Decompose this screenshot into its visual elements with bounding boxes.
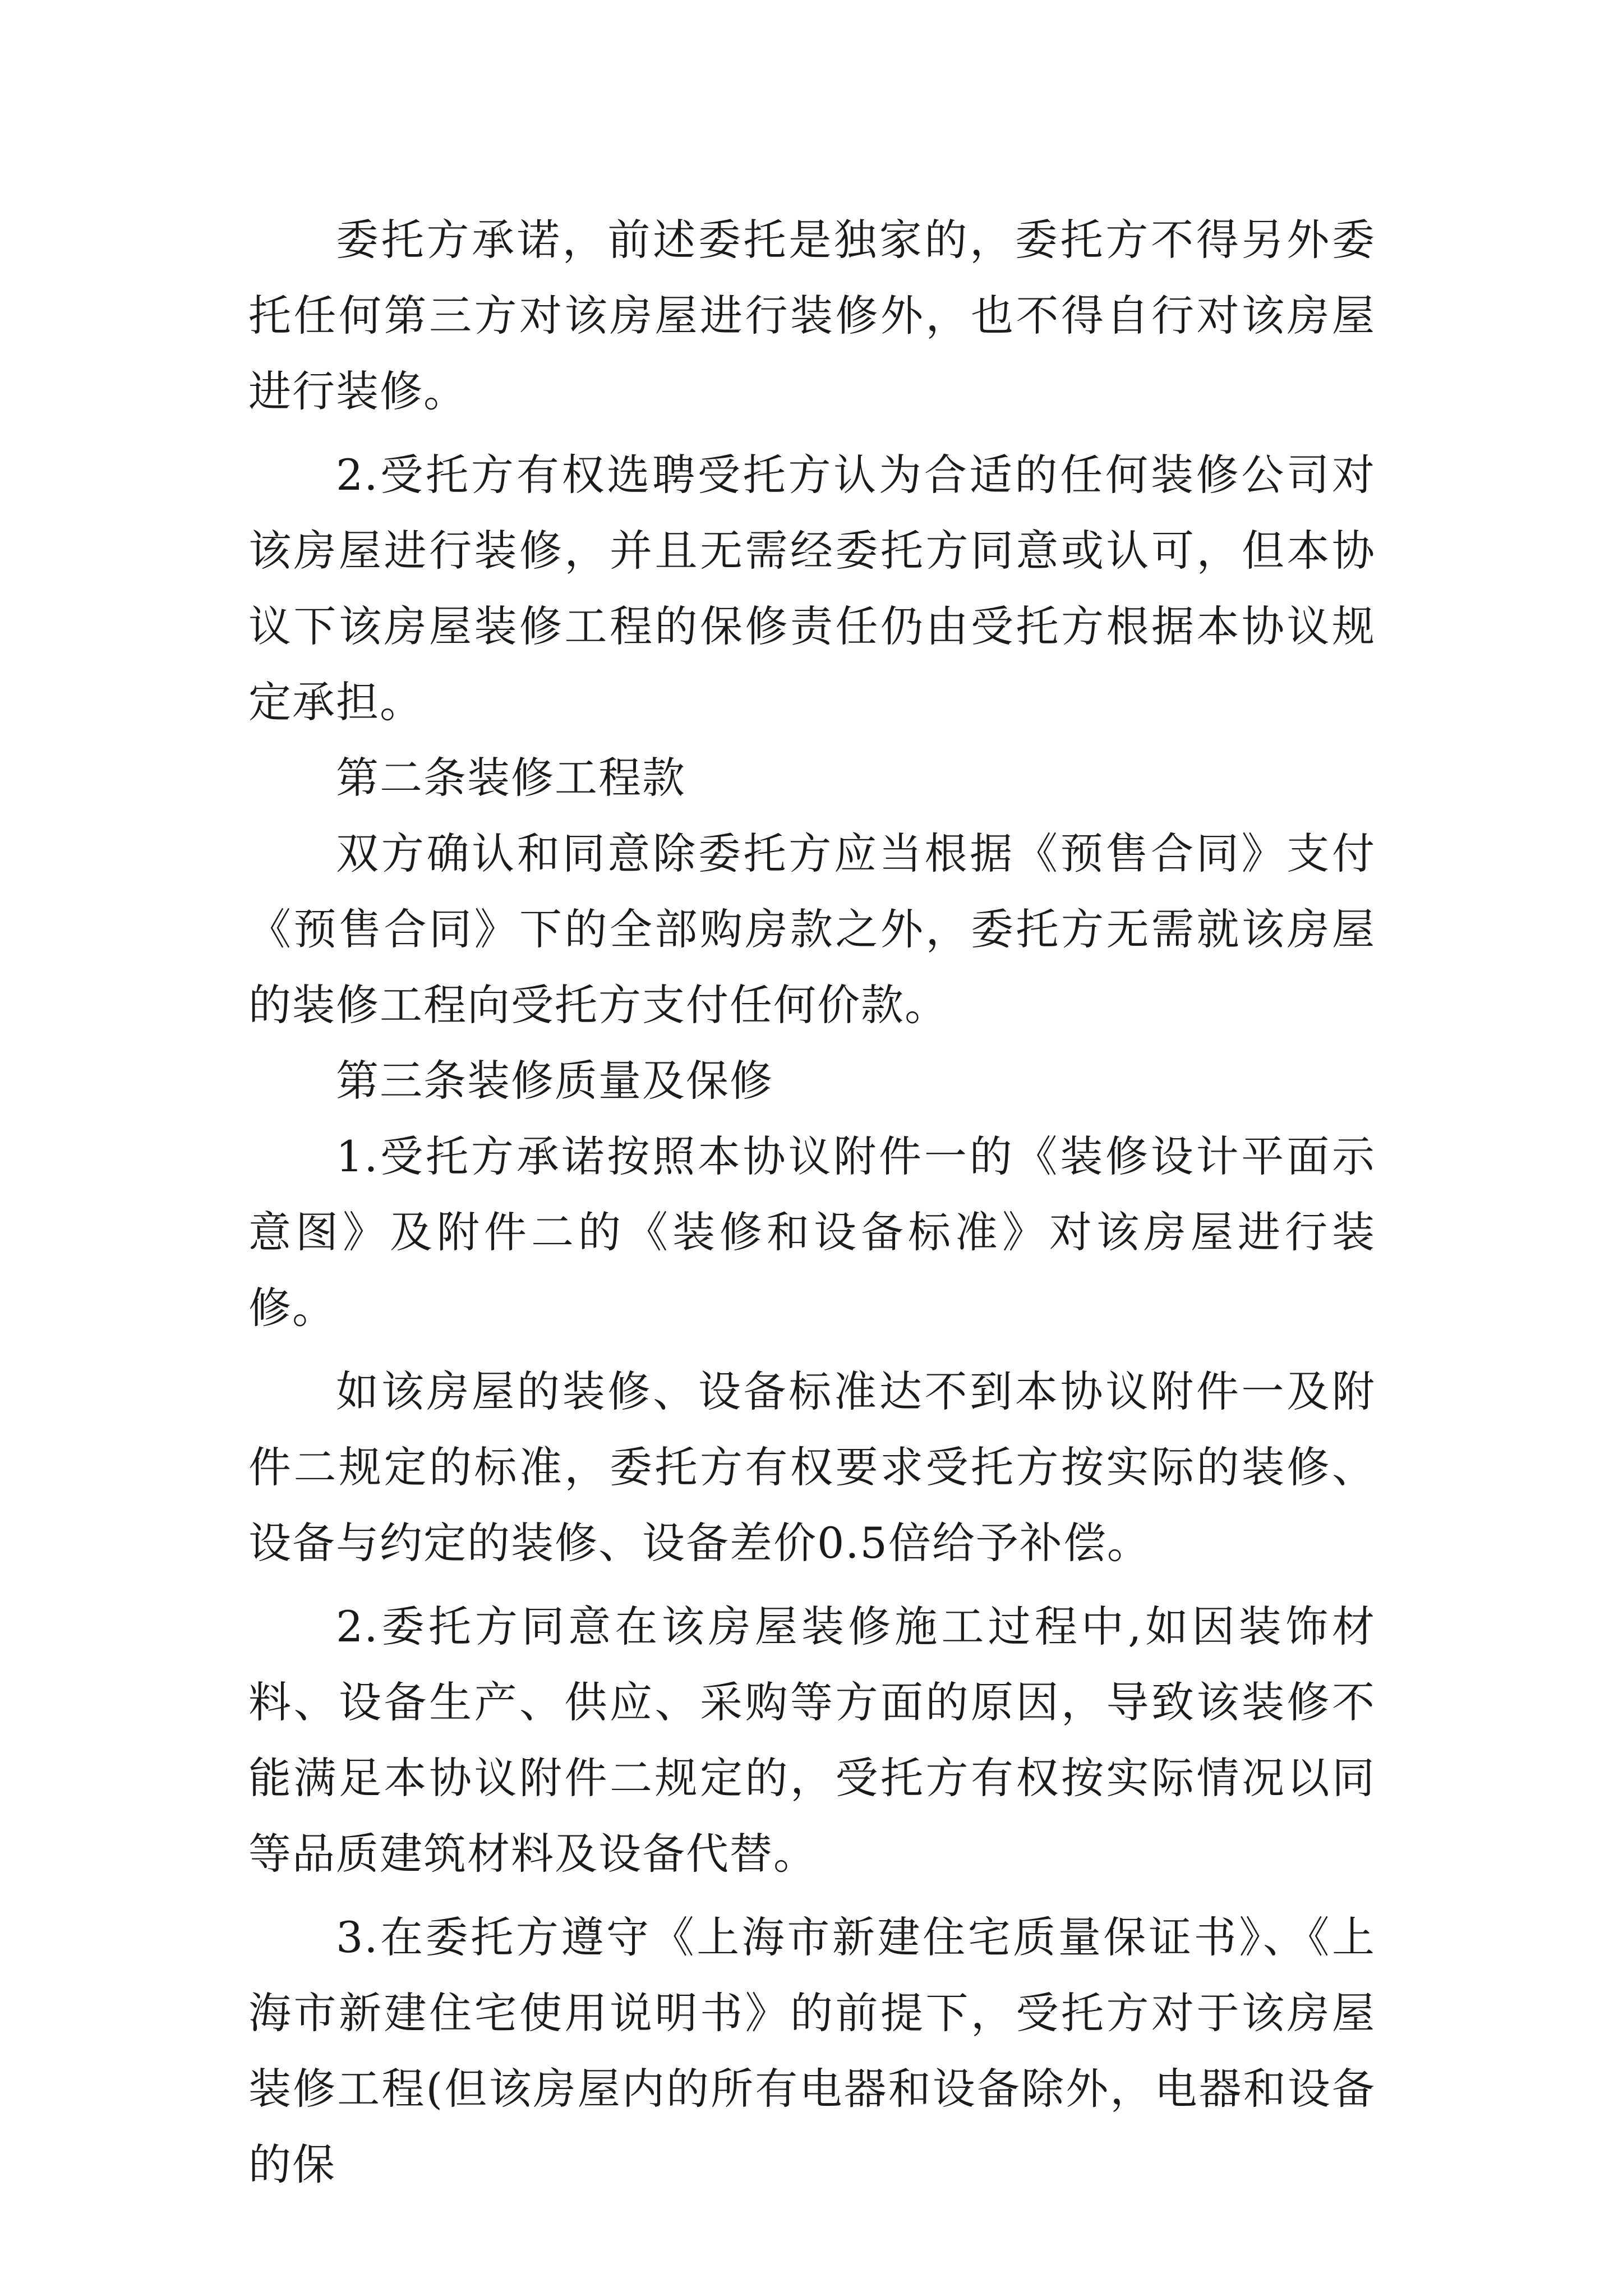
heading-article-3: 第三条装修质量及保修 bbox=[336, 1056, 773, 1106]
paragraph-article-2-body: 双方确认和同意除委托方应当根据《预售合同》支付《预售合同》下的全部购房款之外，委托方无需就该房屋的装修工程向受托方支付任何价款。 bbox=[248, 829, 1376, 1030]
paragraph-clause-1-2: 2.受托方有权选聘受托方认为合适的任何装修公司对该房屋进行装修，并且无需经委托方同意或认可，但本协议下该房屋装修工程的保修责任仍由受托方根据本协议规定承担。 bbox=[248, 450, 1376, 727]
paragraph-clause-3-3: 3.在委托方遵守《上海市新建住宅质量保证书》、《上海市新建住宅使用说明书》的前提下，受托方对于该房屋装修工程(但该房屋内的所有电器和设备除外，电器和设备的保 bbox=[248, 1912, 1376, 2189]
document-body bbox=[248, 202, 1376, 2202]
paragraph-clause-3-1-compensation: 如该房屋的装修、设备标准达不到本协议附件一及附件二规定的标准，委托方有权要求受托方按实际的装修、设备与约定的装修、设备差价0.5倍给予补偿。 bbox=[248, 1366, 1376, 1568]
heading-article-2: 第二条装修工程款 bbox=[336, 753, 686, 803]
paragraph-clause-3-2: 2.委托方同意在该房屋装修施工过程中,如因装饰材料、设备生产、供应、采购等方面的原因，导致该装修不能满足本协议附件二规定的，受托方有权按实际情况以同等品质建筑材料及设备代替。 bbox=[248, 1602, 1376, 1879]
paragraph-exclusive-commission: 委托方承诺，前述委托是独家的，委托方不得另外委托任何第三方对该房屋进行装修外，也不得自行对该房屋进行装修。 bbox=[248, 215, 1376, 416]
paragraph-clause-3-1: 1.受托方承诺按照本协议附件一的《装修设计平面示意图》及附件二的《装修和设备标准》对该房屋进行装修。 bbox=[248, 1131, 1376, 1333]
